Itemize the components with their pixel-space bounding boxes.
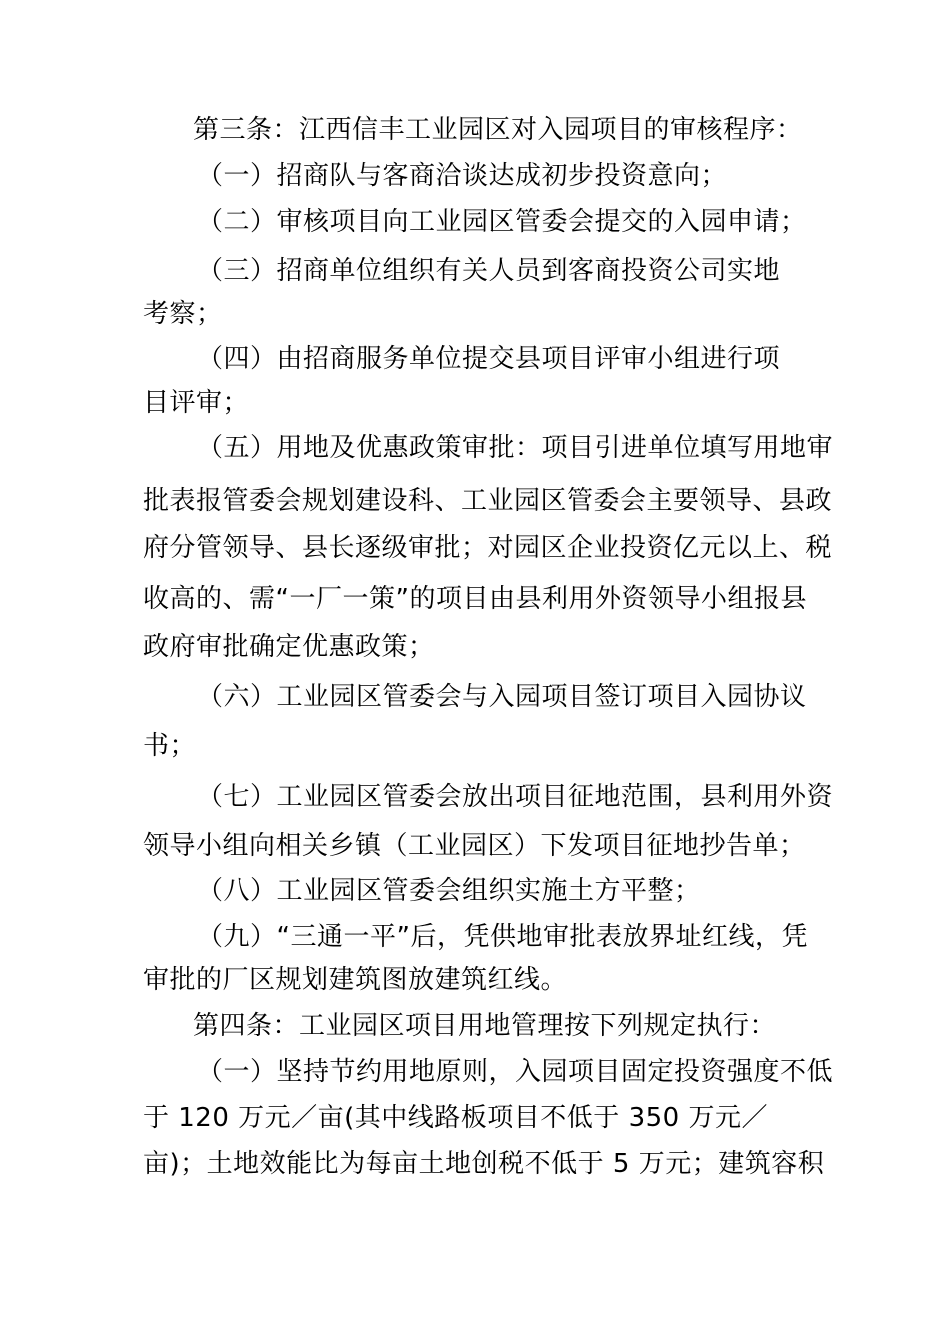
item-7-line-2: 领导小组向相关乡镇（工业园区）下发项目征地抄告单；	[143, 831, 806, 861]
item-5-line-5: 政府审批确定优惠政策；	[143, 632, 435, 662]
item-9-line-1: （九）“三通一平”后，凭供地审批表放界址红线，凭	[197, 922, 808, 952]
item-8: （八）工业园区管委会组织实施土方平整；	[197, 876, 701, 906]
item-3-line-1: （三）招商单位组织有关人员到客商投资公司实地	[197, 256, 781, 286]
item-1: （一）招商队与客商洽谈达成初步投资意向；	[197, 161, 728, 191]
article-4-item-1-line-2: 于 120 万元／亩(其中线路板项目不低于 350 万元／	[143, 1103, 768, 1133]
item-6-line-2: 书；	[143, 731, 197, 761]
article-4-heading: 第四条：工业园区项目用地管理按下列规定执行：	[193, 1011, 777, 1041]
item-5-line-2: 批表报管委会规划建设科、工业园区管委会主要领导、县政	[143, 486, 833, 516]
article-4-item-1-line-1: （一）坚持节约用地原则，入园项目固定投资强度不低	[197, 1057, 834, 1087]
item-4-line-1: （四）由招商服务单位提交县项目评审小组进行项	[197, 344, 781, 374]
item-2: （二）审核项目向工业园区管委会提交的入园申请；	[197, 207, 807, 237]
article-4-item-1-line-3: 亩)；土地效能比为每亩土地创税不低于 5 万元；建筑容积	[143, 1149, 825, 1179]
item-5-line-3: 府分管领导、县长逐级审批；对园区企业投资亿元以上、税	[143, 533, 833, 563]
item-5-line-4: 收高的、需“一厂一策”的项目由县利用外资领导小组报县	[143, 584, 807, 614]
item-4-line-2: 目评审；	[143, 388, 250, 418]
item-9-line-2: 审批的厂区规划建筑图放建筑红线。	[143, 965, 568, 995]
item-3-line-2: 考察；	[143, 299, 223, 329]
article-3-heading: 第三条：江西信丰工业园区对入园项目的审核程序：	[193, 115, 803, 145]
item-7-line-1: （七）工业园区管委会放出项目征地范围，县利用外资	[197, 782, 834, 812]
item-6-line-1: （六）工业园区管委会与入园项目签订项目入园协议	[197, 682, 807, 712]
item-5-line-1: （五）用地及优惠政策审批：项目引进单位填写用地审	[197, 433, 834, 463]
